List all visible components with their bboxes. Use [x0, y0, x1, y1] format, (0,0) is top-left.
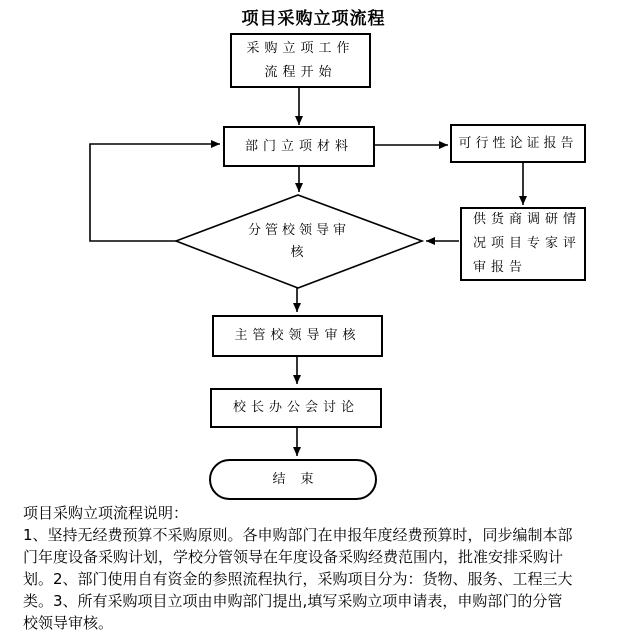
- node-branch-leader-review: 分管校领导审 核: [247, 222, 350, 260]
- node-chief-leader-review: 主管校领导审核: [212, 315, 383, 357]
- node-feasibility-report: 可行性论证报告: [450, 124, 586, 163]
- notes-heading: 项目采购立项流程说明：: [23, 504, 189, 522]
- node-end-terminator: 结束: [209, 459, 377, 500]
- notes-line: 划。2、部门使用自有资金的参照流程执行，采购项目分为：货物、服务、工程三大: [23, 570, 573, 588]
- notes-line: 类。3、所有采购项目立项由申购部门提出,填写采购立项申请表，申购部门的分管: [23, 592, 563, 610]
- node-start: 采购立项工作 流程开始: [230, 33, 371, 88]
- notes-line: 校领导审核。: [23, 614, 114, 632]
- node-supplier-review-report: 供货商调研情 况项目专家评 审报告: [460, 207, 586, 281]
- notes-line: 1、坚持无经费预算不采购原则。各申购部门在申报年度经费预算时，同步编制本部: [23, 526, 573, 544]
- page-title: 项目采购立项流程: [241, 9, 386, 29]
- process-notes: [23, 502, 623, 634]
- notes-line: 门年度设备采购计划，学校分管领导在年度设备采购经费范围内，批准安排采购计: [23, 548, 564, 566]
- node-president-office-meeting: 校长办公会讨论: [210, 388, 382, 428]
- node-department-materials: 部门立项材料: [223, 126, 375, 167]
